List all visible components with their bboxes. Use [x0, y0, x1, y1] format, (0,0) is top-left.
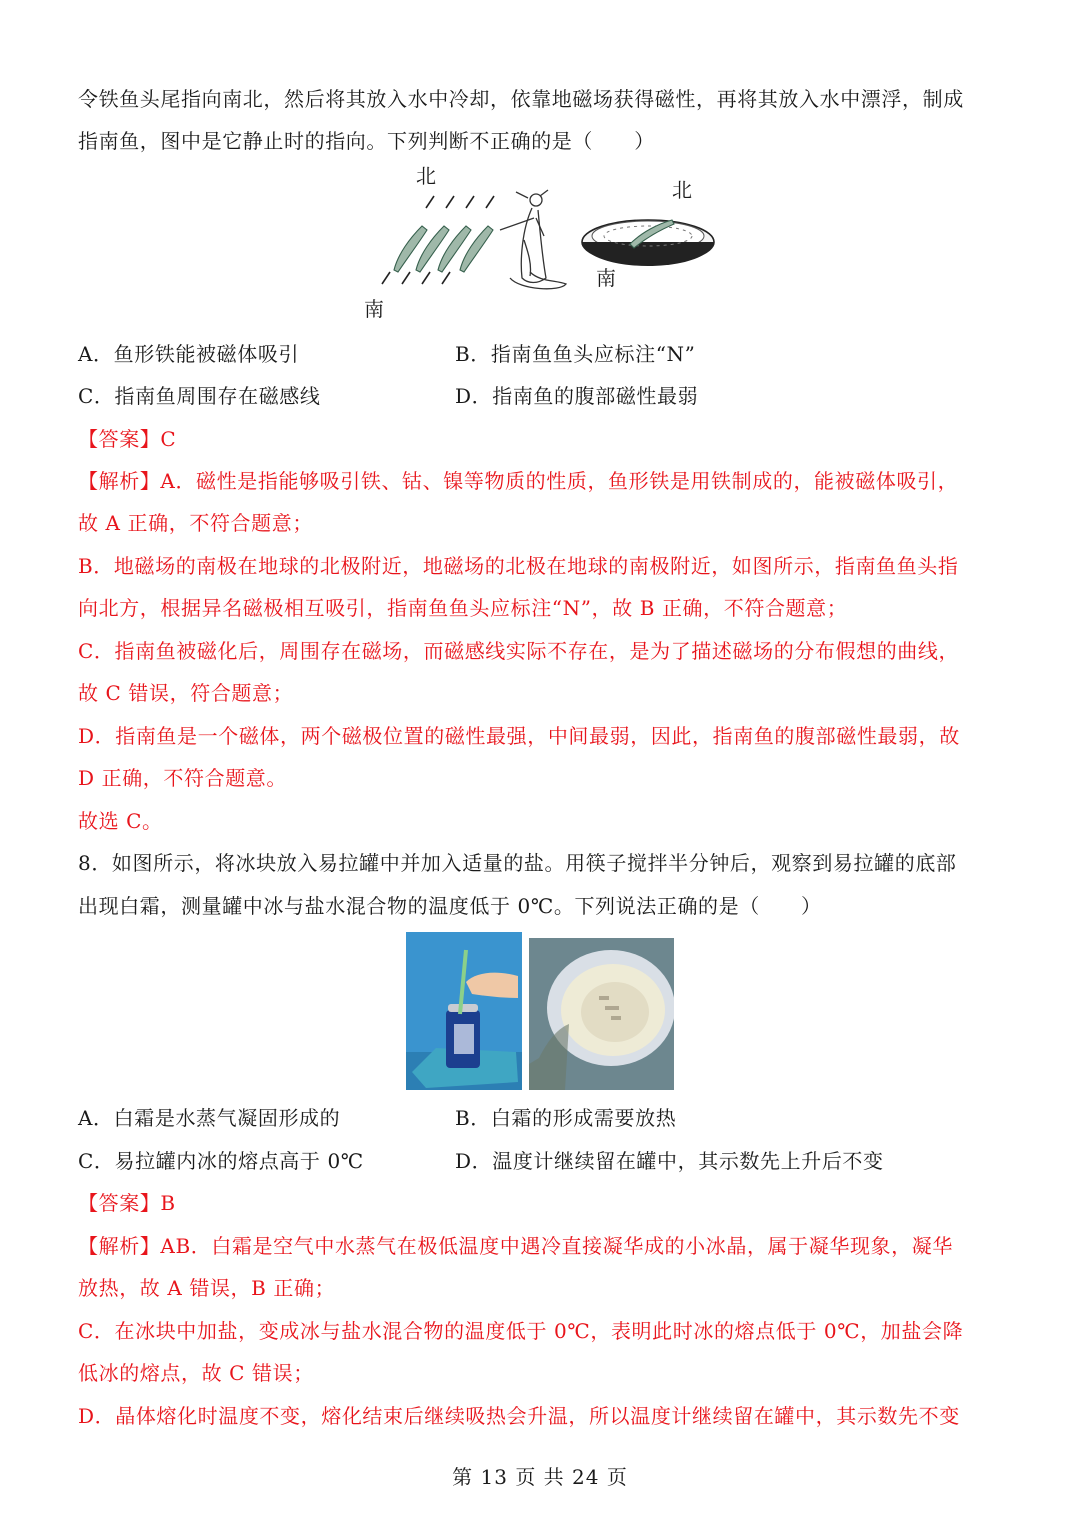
- q8-analysis-line-5: D．晶体熔化时温度不变，熔化结束后继续吸热会升温，所以温度计继续留在罐中，其示数先不变: [78, 1404, 960, 1428]
- fig-south-label-right: 南: [596, 266, 616, 290]
- q7-stem-line-1: 令铁鱼头尾指向南北，然后将其放入水中冷却，依靠地磁场获得磁性，再将其放入水中漂浮，制成: [78, 87, 964, 111]
- fig-south-label-left: 南: [364, 297, 384, 321]
- q7-figure: [360, 160, 730, 325]
- q7-analysis-line-3: B．地磁场的南极在地球的北极附近，地磁场的北极在地球的南极附近，如图所示，指南鱼鱼头指: [78, 554, 959, 578]
- q7-option-b: B．指南鱼鱼头应标注“N”: [455, 342, 696, 366]
- page-footer: 第 13 页 共 24 页: [452, 1465, 628, 1489]
- q8-analysis-line-1: 【解析】AB．白霜是空气中水蒸气在极低温度中遇冷直接凝华成的小冰晶，属于凝华现象，凝华: [78, 1234, 953, 1258]
- can-bottom-frost-photo: [529, 938, 674, 1090]
- q8-analysis-line-2: 放热，故 A 错误，B 正确；: [78, 1276, 336, 1300]
- fig-drawing: [360, 160, 730, 325]
- fig-north-label-left: 北: [416, 164, 436, 188]
- q7-analysis-line-7: D．指南鱼是一个磁体，两个磁极位置的磁性最强，中间最弱，因此，指南鱼的腹部磁性最弱，故: [78, 724, 960, 748]
- q7-option-c: C．指南鱼周围存在磁感线: [78, 384, 321, 408]
- q8-analysis-line-3: C．在冰块中加盐，变成冰与盐水混合物的温度低于 0℃，表明此时冰的熔点低于 0℃，加盐会降: [78, 1319, 964, 1343]
- q8-answer: 【答案】B: [78, 1191, 176, 1215]
- q7-answer: 【答案】C: [78, 427, 177, 451]
- can-stirring-photo: [406, 932, 522, 1090]
- q7-option-a: A．鱼形铁能被磁体吸引: [78, 342, 300, 366]
- q8-stem-line-2: 出现白霜，测量罐中冰与盐水混合物的温度低于 0℃。下列说法正确的是（ ）: [78, 894, 822, 918]
- q7-analysis-line-4: 向北方，根据异名磁极相互吸引，指南鱼鱼头应标注“N”，故 B 正确，不符合题意；: [78, 596, 848, 620]
- q7-analysis-line-9: 故选 C。: [78, 809, 163, 833]
- q8-option-b: B．白霜的形成需要放热: [455, 1106, 677, 1130]
- q8-analysis-line-4: 低冰的熔点，故 C 错误；: [78, 1361, 314, 1385]
- q7-option-d: D．指南鱼的腹部磁性最弱: [455, 384, 699, 408]
- q7-analysis-line-2: 故 A 正确，不符合题意；: [78, 511, 313, 535]
- q7-stem-line-2: 指南鱼，图中是它静止时的指向。下列判断不正确的是（ ）: [78, 129, 655, 153]
- q8-option-c: C．易拉罐内冰的熔点高于 0℃: [78, 1149, 364, 1173]
- q8-option-d: D．温度计继续留在罐中，其示数先上升后不变: [455, 1149, 884, 1173]
- q7-analysis-line-8: D 正确，不符合题意。: [78, 766, 287, 790]
- q7-analysis-line-1: 【解析】A．磁性是指能够吸引铁、钴、镍等物质的性质，鱼形铁是用铁制成的，能被磁体吸引，: [78, 469, 959, 493]
- fig-north-label-right: 北: [672, 178, 692, 202]
- q7-analysis-line-6: 故 C 错误，符合题意；: [78, 681, 294, 705]
- q8-stem-line-1: 8．如图所示，将冰块放入易拉罐中并加入适量的盐。用筷子搅拌半分钟后，观察到易拉罐的底部: [78, 851, 957, 875]
- q8-option-a: A．白霜是水蒸气凝固形成的: [78, 1106, 341, 1130]
- q7-analysis-line-5: C．指南鱼被磁化后，周围存在磁场，而磁感线实际不存在，是为了描述磁场的分布假想的曲线，: [78, 639, 960, 663]
